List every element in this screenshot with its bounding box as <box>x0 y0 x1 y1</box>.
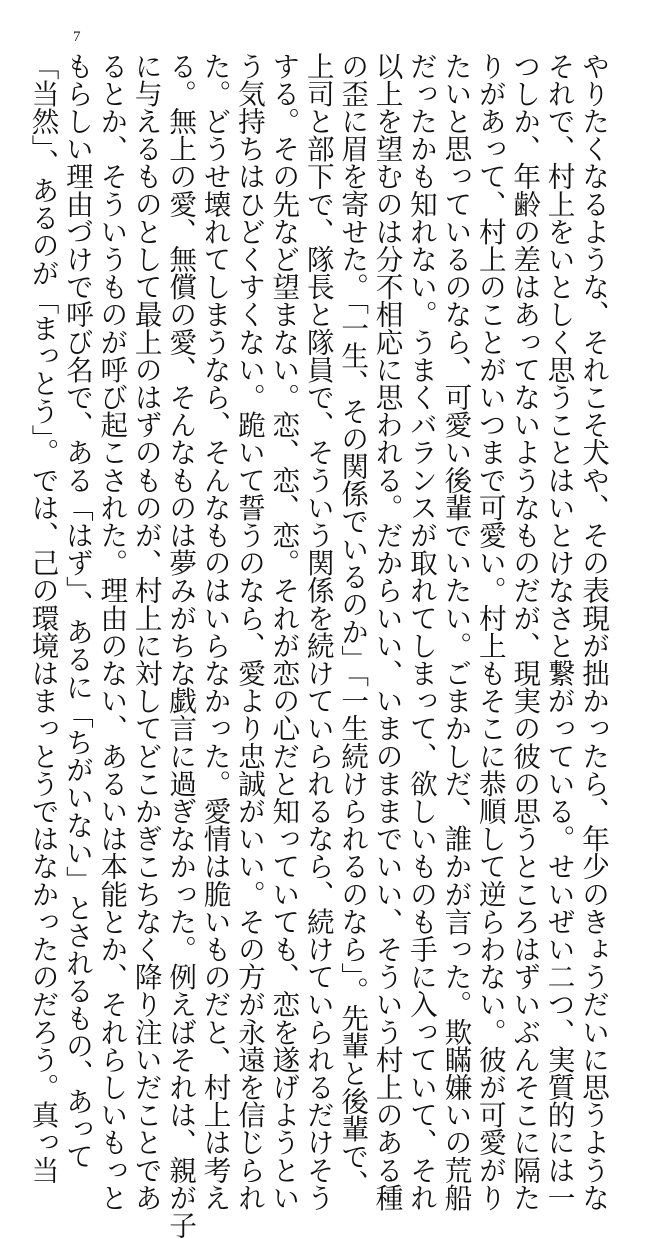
text-column: だったかも知れない。うまくバランスが取れてしまって、欲しいものも手に入っていて、それ <box>404 52 438 1212</box>
text-column: 「当然」、あるのが「まっとう」。では、己の環境はまっとうではなかったのだろう。真っ当 <box>26 52 60 1184</box>
text-column: もらしい理由づけで呼び名で、ある「はず」、あるに「ちがいない」とされるもの、あって <box>60 52 94 1170</box>
text-column: りがあって、村上のことがいつまで可愛い。村上もそこに恭順して逆らわない。彼が可愛がり <box>473 52 507 1212</box>
text-column: るとか、そういうものが呼び起こされた。理由のない、あるいは本能とか、それらしいもっと <box>95 52 129 1212</box>
body-text <box>26 52 610 1239</box>
text-column: つしか、年齢の差はあってないようなものだが、現実の彼の思うところはずいぶんそこに隔た <box>508 52 542 1212</box>
page-number: 7 <box>73 29 81 45</box>
text-column: 以上を望むのは分不相応に思われる。だからいい、いまのままでいい、そういう村上のある種 <box>370 52 404 1212</box>
text-column: う気持ちはひどくすくない。跪いて誓うのなら、愛より忠誠がいい。その方が永遠を信じられ <box>232 52 266 1212</box>
text-column: する。その先など望まない。恋、恋、恋。それが恋の心だと知っていても、恋を遂げようとい <box>267 52 301 1212</box>
text-column: に与えるものとして最上のはずのものが、村上に対してどこかぎこちなく降り注いだことであ <box>129 52 163 1212</box>
text-column: 上司と部下で、隊長と隊員で、そういう関係を続けていられるなら、続けていられるだけそう <box>301 52 335 1212</box>
text-column: る。無上の愛、無償の愛、そんなものは夢みがちな戯言に過ぎなかった。例えばそれは、親が子 <box>164 52 198 1239</box>
text-column: の歪に眉を寄せた。「一生、その関係でいるのか」「一生続けられるのなら」。先輩と後輩で、 <box>336 52 370 1198</box>
text-column: た。どうせ壊れてしまうなら、そんなものはいらなかった。愛情は脆いものだと、村上は考え <box>198 52 232 1212</box>
text-column: それで、村上をいとしく思うことはいとけなさと繋がっている。せいぜい二つ、実質的には一 <box>542 52 576 1212</box>
text-column: やりたくなるような、それこそ犬や、その表現が拙かったら、年少のきょうだいに思うような <box>577 52 610 1212</box>
text-column: たいと思っているのなら、可愛い後輩でいたい。ごまかしだ、誰かが言った。欺瞞嫌いの荒船 <box>439 52 473 1212</box>
